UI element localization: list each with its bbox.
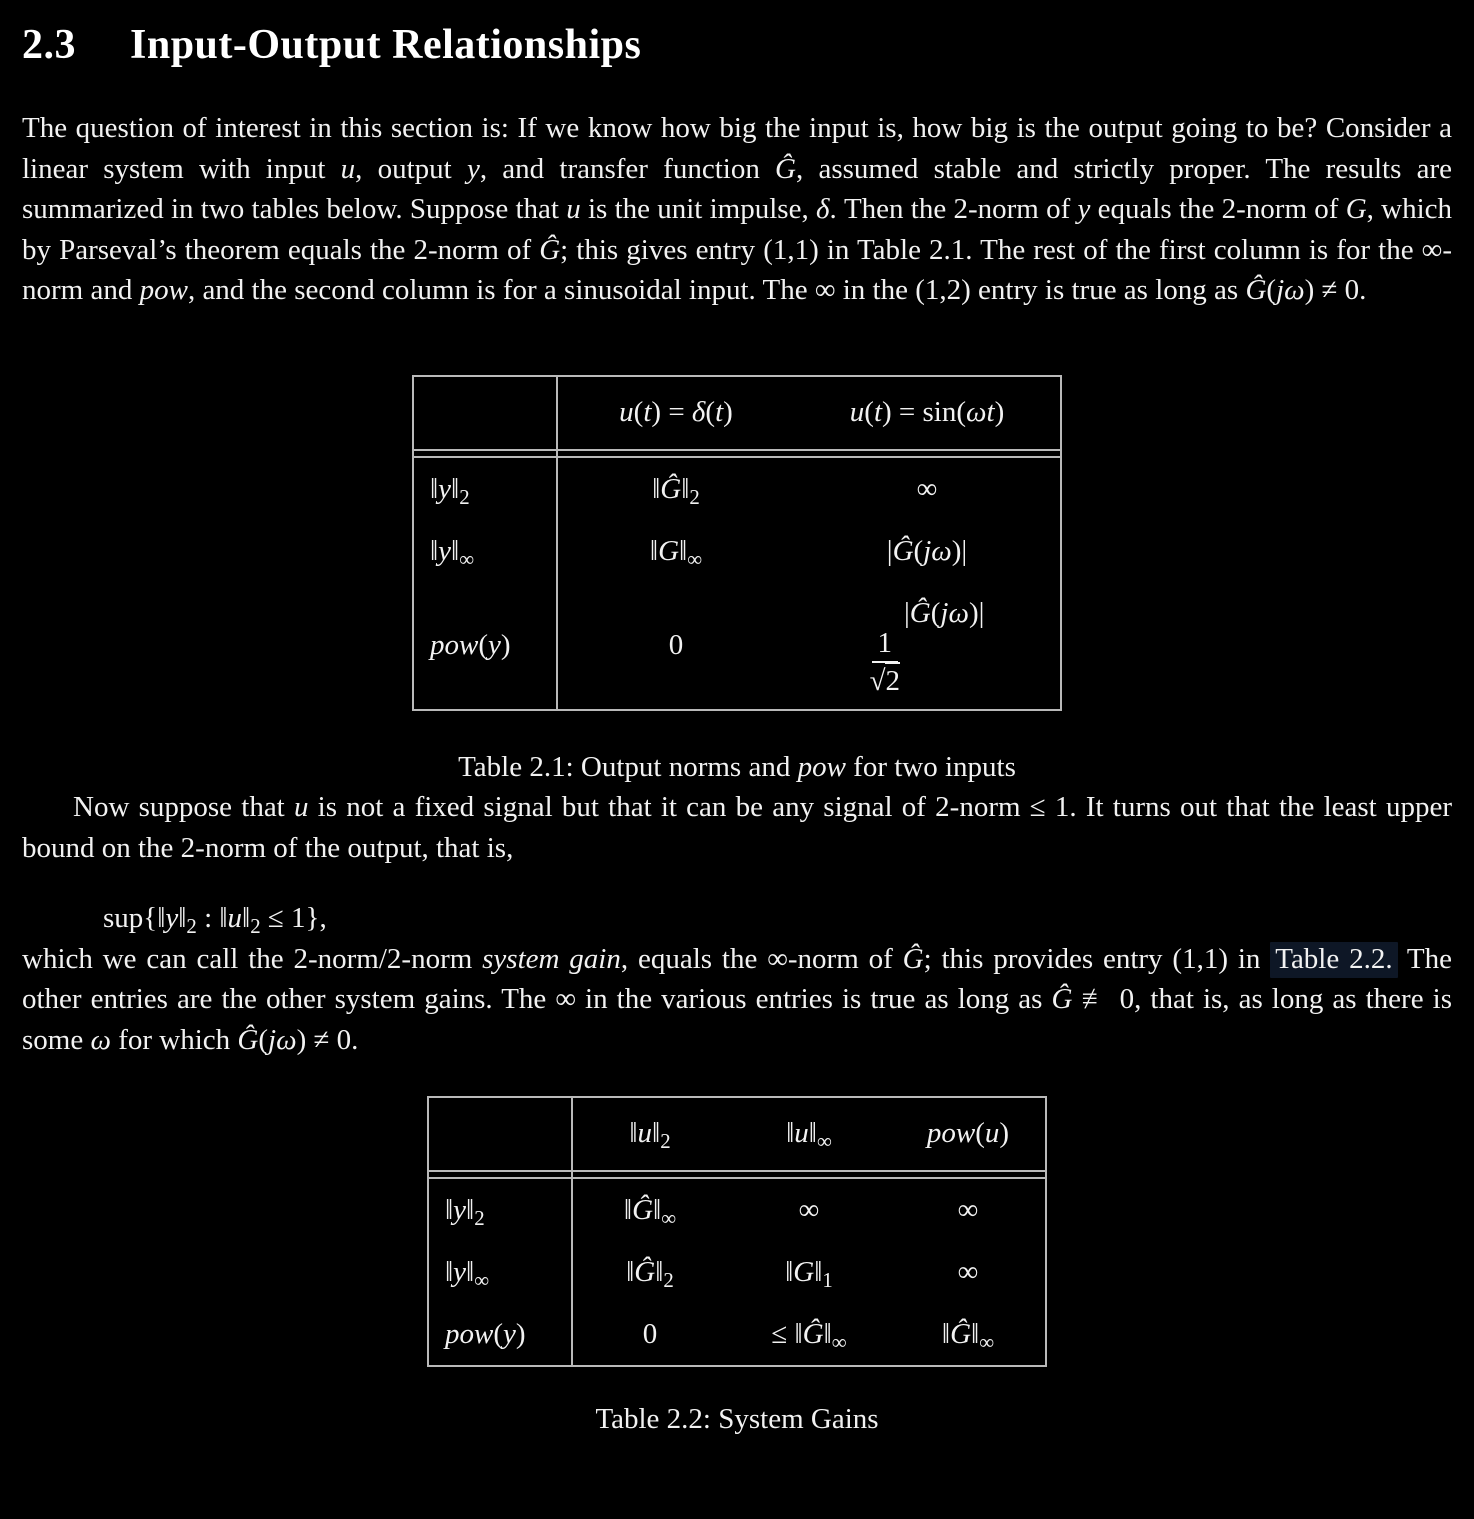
row-label: $‖y‖_\infty$: [428, 1241, 572, 1303]
table-corner-cell: [413, 376, 557, 450]
table-cell: |Ĝ(jω)|: [886, 534, 968, 567]
table-cell: ≤ $‖Ĝ‖_\infty$: [771, 1318, 847, 1355]
table-row: [413, 457, 1061, 520]
fraction-denominator: √2: [870, 663, 900, 697]
section-heading: [22, 20, 1452, 70]
table-2-1-wrapper: [22, 375, 1452, 711]
section-number: 2.3: [22, 22, 76, 68]
table-row: [413, 582, 1061, 710]
table-col-header: $‖u‖_\infty$: [786, 1117, 832, 1154]
table-cell: $‖Ĝ‖_\infty$: [623, 1194, 677, 1231]
table-double-rule: [428, 1171, 1046, 1178]
paragraph-2: Now suppose that u is not a fixed signal but that it can be any signal of 2-norm ≤ 1. It turns out that the least upper bound on the 2-norm of the output, that is,: [22, 791, 1452, 864]
fraction: [870, 627, 900, 698]
table-2-1-caption: Table 2.1: Output norms and pow for two inputs: [458, 750, 1016, 783]
table-col-header: $‖u‖_2$: [629, 1117, 671, 1154]
table-cell: ∞: [957, 1194, 979, 1227]
row-label: $‖y‖_2$: [428, 1178, 572, 1241]
table-cell: 0: [642, 1318, 658, 1351]
paragraph-3-before: which we can call the 2-norm/2-norm system gain, equals the ∞-norm of Ĝ; this provides entry (1,1) in: [22, 942, 1271, 975]
table-row: [428, 1241, 1046, 1303]
table-2-2-link[interactable]: Table 2.2.: [1270, 942, 1397, 978]
row-label: $‖y‖_\infty$: [413, 520, 557, 582]
table-corner-cell: [428, 1097, 572, 1171]
row-label: pow(y): [413, 582, 557, 710]
table-row: [413, 376, 1061, 450]
table-col-header: pow(u): [926, 1117, 1010, 1150]
table-2-1: [412, 375, 1062, 711]
table-double-rule: [413, 450, 1061, 457]
table-row: [413, 520, 1061, 582]
row-label: pow(y): [428, 1303, 572, 1366]
paragraph-intro: The question of interest in this section is: If we know how big the input is, how big is the output going to be? Consider a linear system with input u, output y, and transfer function Ĝ, assumed stable and strictly proper. The results are summarized in two tables below. Suppose that u is the unit impulse, δ. Then the 2-norm of y equals the 2-norm of G, which by Parseval’s theorem equals the 2-norm of Ĝ; this gives entry (1,1) in Table 2.1. The rest of the first column is for the ∞-norm and pow, and the second column is for a sinusoidal input. The ∞ in the (1,2) entry is true as long as Ĝ(jω) ≠ 0.: [22, 112, 1453, 306]
paragraph-3-after: The other entries are the other system gains. The ∞ in the various entries is true as long as Ĝ ≢ 0, that is, as long as there is some ω for which Ĝ(jω) ≠ 0.: [22, 942, 1453, 1056]
table-cell: $‖Ĝ‖_\infty$: [941, 1318, 995, 1355]
paragraph-3: [22, 939, 1452, 1061]
section-title: Input-Output Relationships: [130, 22, 642, 68]
table-2-2-wrapper: [22, 1096, 1452, 1367]
table-row: [428, 1303, 1046, 1366]
table-col-header: u(t) = sin(ωt): [849, 395, 1005, 428]
table-cell: ∞: [916, 472, 938, 505]
table-cell: ∞: [957, 1256, 979, 1289]
table-cell: $‖G‖_1$: [785, 1256, 833, 1293]
table-row: [428, 1178, 1046, 1241]
table-2-2-caption: Table 2.2: System Gains: [595, 1403, 879, 1436]
table-cell: ∞: [798, 1194, 820, 1227]
table-col-header: u(t) = δ(t): [619, 395, 733, 428]
fraction-rest: |Ĝ(jω)|: [903, 596, 985, 629]
table-cell: $‖Ĝ‖_2$: [626, 1256, 674, 1293]
table-cell: $‖G‖_\infty$: [649, 534, 703, 571]
table-cell-fraction: [794, 582, 1061, 710]
table-cell: $‖Ĝ‖_2$: [652, 472, 700, 509]
fraction-numerator: 1: [872, 627, 899, 663]
table-cell: 0: [668, 629, 684, 662]
table-row: [428, 1097, 1046, 1171]
equation-sup-norm: $sup\{‖y‖_2$ : $‖u‖_2 \le 1$},: [103, 902, 327, 939]
row-label: $‖y‖_2$: [413, 457, 557, 520]
table-2-2: [427, 1096, 1047, 1367]
